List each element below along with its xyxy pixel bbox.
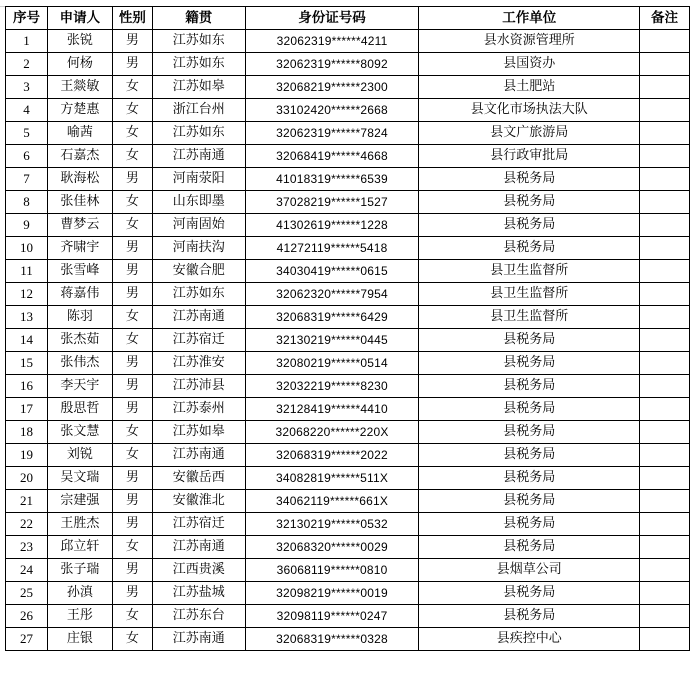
table-row	[6, 421, 690, 444]
cell-applicant: 何杨	[47, 53, 112, 76]
cell-id-number: 32068220******220X	[245, 421, 419, 444]
cell-applicant: 邱立轩	[47, 536, 112, 559]
cell-remarks	[640, 582, 690, 605]
cell-remarks	[640, 191, 690, 214]
cell-index: 25	[6, 582, 48, 605]
cell-remarks	[640, 352, 690, 375]
cell-index: 22	[6, 513, 48, 536]
cell-work-unit: 县税务局	[419, 467, 640, 490]
cell-remarks	[640, 513, 690, 536]
cell-id-number: 32098119******0247	[245, 605, 419, 628]
cell-id-number: 37028219******1527	[245, 191, 419, 214]
header-work-unit: 工作单位	[419, 7, 640, 30]
cell-work-unit: 县卫生监督所	[419, 260, 640, 283]
cell-gender: 男	[112, 283, 152, 306]
cell-native-place: 安徽合肥	[152, 260, 245, 283]
cell-work-unit: 县税务局	[419, 214, 640, 237]
cell-index: 14	[6, 329, 48, 352]
cell-id-number: 32080219******0514	[245, 352, 419, 375]
table-row	[6, 352, 690, 375]
cell-work-unit: 县税务局	[419, 421, 640, 444]
cell-index: 4	[6, 99, 48, 122]
cell-remarks	[640, 628, 690, 651]
header-gender: 性别	[112, 7, 152, 30]
cell-remarks	[640, 145, 690, 168]
table-row	[6, 306, 690, 329]
cell-gender: 男	[112, 467, 152, 490]
table-row	[6, 145, 690, 168]
cell-index: 13	[6, 306, 48, 329]
cell-applicant: 张伟杰	[47, 352, 112, 375]
cell-gender: 女	[112, 306, 152, 329]
cell-work-unit: 县国资办	[419, 53, 640, 76]
table-row	[6, 559, 690, 582]
cell-gender: 男	[112, 582, 152, 605]
header-native-place: 籍贯	[152, 7, 245, 30]
cell-applicant: 陈羽	[47, 306, 112, 329]
cell-index: 3	[6, 76, 48, 99]
table-row	[6, 99, 690, 122]
cell-remarks	[640, 122, 690, 145]
table-row	[6, 605, 690, 628]
cell-work-unit: 县税务局	[419, 513, 640, 536]
cell-work-unit: 县税务局	[419, 444, 640, 467]
cell-applicant: 方楚惠	[47, 99, 112, 122]
cell-id-number: 34030419******0615	[245, 260, 419, 283]
cell-work-unit: 县土肥站	[419, 76, 640, 99]
cell-native-place: 江苏如东	[152, 30, 245, 53]
cell-native-place: 河南荥阳	[152, 168, 245, 191]
cell-remarks	[640, 260, 690, 283]
cell-remarks	[640, 421, 690, 444]
cell-native-place: 江苏如东	[152, 283, 245, 306]
cell-index: 21	[6, 490, 48, 513]
cell-work-unit: 县行政审批局	[419, 145, 640, 168]
cell-remarks	[640, 467, 690, 490]
cell-id-number: 41272119******5418	[245, 237, 419, 260]
cell-work-unit: 县税务局	[419, 582, 640, 605]
cell-native-place: 江苏泰州	[152, 398, 245, 421]
cell-work-unit: 县文化市场执法大队	[419, 99, 640, 122]
cell-applicant: 张佳林	[47, 191, 112, 214]
cell-native-place: 山东即墨	[152, 191, 245, 214]
cell-remarks	[640, 559, 690, 582]
cell-work-unit: 县税务局	[419, 536, 640, 559]
header-applicant: 申请人	[47, 7, 112, 30]
cell-id-number: 34062119******661X	[245, 490, 419, 513]
cell-native-place: 江苏南通	[152, 145, 245, 168]
cell-native-place: 江苏宿迁	[152, 329, 245, 352]
cell-index: 8	[6, 191, 48, 214]
cell-id-number: 36068119******0810	[245, 559, 419, 582]
cell-gender: 女	[112, 628, 152, 651]
cell-applicant: 刘锐	[47, 444, 112, 467]
cell-applicant: 张子瑞	[47, 559, 112, 582]
cell-remarks	[640, 283, 690, 306]
cell-remarks	[640, 375, 690, 398]
cell-work-unit: 县文广旅游局	[419, 122, 640, 145]
cell-work-unit: 县税务局	[419, 329, 640, 352]
cell-work-unit: 县税务局	[419, 352, 640, 375]
cell-gender: 男	[112, 398, 152, 421]
cell-id-number: 32098219******0019	[245, 582, 419, 605]
table-row	[6, 467, 690, 490]
cell-native-place: 安徽岳西	[152, 467, 245, 490]
cell-native-place: 江苏东台	[152, 605, 245, 628]
cell-remarks	[640, 444, 690, 467]
cell-native-place: 江苏如皋	[152, 76, 245, 99]
cell-index: 5	[6, 122, 48, 145]
cell-index: 15	[6, 352, 48, 375]
cell-native-place: 江苏沛县	[152, 375, 245, 398]
table-row	[6, 582, 690, 605]
cell-gender: 女	[112, 214, 152, 237]
cell-gender: 男	[112, 559, 152, 582]
cell-index: 23	[6, 536, 48, 559]
table-row	[6, 168, 690, 191]
cell-remarks	[640, 168, 690, 191]
cell-work-unit: 县税务局	[419, 490, 640, 513]
cell-id-number: 32062319******8092	[245, 53, 419, 76]
table-row	[6, 237, 690, 260]
table-row	[6, 283, 690, 306]
cell-native-place: 江苏淮安	[152, 352, 245, 375]
cell-id-number: 32130219******0532	[245, 513, 419, 536]
cell-id-number: 41018319******6539	[245, 168, 419, 191]
cell-applicant: 张雪峰	[47, 260, 112, 283]
cell-applicant: 吴文瑞	[47, 467, 112, 490]
table-row	[6, 490, 690, 513]
cell-index: 18	[6, 421, 48, 444]
cell-index: 6	[6, 145, 48, 168]
cell-id-number: 32032219******8230	[245, 375, 419, 398]
cell-remarks	[640, 237, 690, 260]
cell-applicant: 王胜杰	[47, 513, 112, 536]
cell-work-unit: 县税务局	[419, 191, 640, 214]
cell-native-place: 安徽淮北	[152, 490, 245, 513]
table-row	[6, 76, 690, 99]
cell-gender: 男	[112, 260, 152, 283]
table-row	[6, 513, 690, 536]
cell-work-unit: 县疾控中心	[419, 628, 640, 651]
cell-gender: 男	[112, 490, 152, 513]
cell-gender: 男	[112, 168, 152, 191]
cell-gender: 男	[112, 237, 152, 260]
cell-applicant: 耿海松	[47, 168, 112, 191]
applicant-table	[5, 6, 690, 651]
cell-index: 26	[6, 605, 48, 628]
cell-index: 19	[6, 444, 48, 467]
cell-work-unit: 县税务局	[419, 168, 640, 191]
cell-applicant: 王彤	[47, 605, 112, 628]
cell-remarks	[640, 30, 690, 53]
table-row	[6, 260, 690, 283]
cell-id-number: 32062319******4211	[245, 30, 419, 53]
cell-applicant: 孙滇	[47, 582, 112, 605]
table-header-row	[6, 7, 690, 30]
cell-applicant: 齐啸宇	[47, 237, 112, 260]
cell-index: 10	[6, 237, 48, 260]
cell-index: 17	[6, 398, 48, 421]
cell-gender: 女	[112, 122, 152, 145]
cell-native-place: 浙江台州	[152, 99, 245, 122]
cell-remarks	[640, 76, 690, 99]
cell-id-number: 32068319******2022	[245, 444, 419, 467]
cell-gender: 女	[112, 145, 152, 168]
cell-index: 11	[6, 260, 48, 283]
cell-index: 1	[6, 30, 48, 53]
cell-id-number: 32068419******4668	[245, 145, 419, 168]
cell-work-unit: 县税务局	[419, 375, 640, 398]
cell-applicant: 喻茜	[47, 122, 112, 145]
cell-gender: 男	[112, 352, 152, 375]
cell-index: 12	[6, 283, 48, 306]
cell-remarks	[640, 490, 690, 513]
cell-id-number: 32068320******0029	[245, 536, 419, 559]
table-row	[6, 191, 690, 214]
cell-native-place: 江苏南通	[152, 628, 245, 651]
cell-work-unit: 县卫生监督所	[419, 306, 640, 329]
cell-work-unit: 县税务局	[419, 398, 640, 421]
cell-work-unit: 县税务局	[419, 237, 640, 260]
cell-native-place: 江西贵溪	[152, 559, 245, 582]
cell-index: 27	[6, 628, 48, 651]
cell-gender: 女	[112, 76, 152, 99]
cell-applicant: 殷思哲	[47, 398, 112, 421]
cell-gender: 女	[112, 99, 152, 122]
header-id-number: 身份证号码	[245, 7, 419, 30]
cell-work-unit: 县水资源管理所	[419, 30, 640, 53]
cell-index: 20	[6, 467, 48, 490]
cell-native-place: 江苏盐城	[152, 582, 245, 605]
cell-work-unit: 县烟草公司	[419, 559, 640, 582]
cell-applicant: 张杰茹	[47, 329, 112, 352]
cell-id-number: 41302619******1228	[245, 214, 419, 237]
cell-id-number: 32068319******0328	[245, 628, 419, 651]
cell-remarks	[640, 99, 690, 122]
cell-remarks	[640, 605, 690, 628]
cell-native-place: 江苏如东	[152, 122, 245, 145]
cell-native-place: 江苏南通	[152, 306, 245, 329]
cell-id-number: 34082819******511X	[245, 467, 419, 490]
cell-native-place: 河南固始	[152, 214, 245, 237]
cell-applicant: 张锐	[47, 30, 112, 53]
cell-id-number: 32062319******7824	[245, 122, 419, 145]
table-row	[6, 444, 690, 467]
cell-id-number: 32068319******6429	[245, 306, 419, 329]
cell-index: 9	[6, 214, 48, 237]
cell-id-number: 32068219******2300	[245, 76, 419, 99]
cell-remarks	[640, 53, 690, 76]
cell-applicant: 宗建强	[47, 490, 112, 513]
cell-index: 16	[6, 375, 48, 398]
cell-native-place: 江苏宿迁	[152, 513, 245, 536]
cell-index: 24	[6, 559, 48, 582]
table-row	[6, 214, 690, 237]
cell-remarks	[640, 306, 690, 329]
cell-applicant: 蒋嘉伟	[47, 283, 112, 306]
cell-id-number: 32130219******0445	[245, 329, 419, 352]
cell-id-number: 32128419******4410	[245, 398, 419, 421]
cell-applicant: 李天宇	[47, 375, 112, 398]
cell-native-place: 河南扶沟	[152, 237, 245, 260]
cell-gender: 女	[112, 536, 152, 559]
table-row	[6, 628, 690, 651]
cell-remarks	[640, 536, 690, 559]
cell-gender: 男	[112, 53, 152, 76]
table-row	[6, 53, 690, 76]
cell-remarks	[640, 398, 690, 421]
cell-gender: 女	[112, 329, 152, 352]
cell-gender: 女	[112, 444, 152, 467]
cell-remarks	[640, 214, 690, 237]
cell-work-unit: 县税务局	[419, 605, 640, 628]
cell-native-place: 江苏如皋	[152, 421, 245, 444]
table-row	[6, 30, 690, 53]
table-row	[6, 329, 690, 352]
cell-gender: 男	[112, 513, 152, 536]
cell-gender: 女	[112, 421, 152, 444]
cell-applicant: 庄银	[47, 628, 112, 651]
cell-id-number: 33102420******2668	[245, 99, 419, 122]
cell-gender: 男	[112, 375, 152, 398]
cell-index: 2	[6, 53, 48, 76]
table-row	[6, 375, 690, 398]
table-row	[6, 122, 690, 145]
cell-applicant: 曹梦云	[47, 214, 112, 237]
cell-gender: 男	[112, 30, 152, 53]
cell-id-number: 32062320******7954	[245, 283, 419, 306]
header-remarks: 备注	[640, 7, 690, 30]
cell-applicant: 王燚敏	[47, 76, 112, 99]
cell-index: 7	[6, 168, 48, 191]
cell-native-place: 江苏如东	[152, 53, 245, 76]
cell-remarks	[640, 329, 690, 352]
cell-applicant: 张文慧	[47, 421, 112, 444]
cell-gender: 女	[112, 191, 152, 214]
table-row	[6, 398, 690, 421]
cell-gender: 女	[112, 605, 152, 628]
cell-native-place: 江苏南通	[152, 536, 245, 559]
header-index: 序号	[6, 7, 48, 30]
cell-applicant: 石嘉杰	[47, 145, 112, 168]
cell-work-unit: 县卫生监督所	[419, 283, 640, 306]
table-body	[6, 30, 690, 651]
table-row	[6, 536, 690, 559]
cell-native-place: 江苏南通	[152, 444, 245, 467]
